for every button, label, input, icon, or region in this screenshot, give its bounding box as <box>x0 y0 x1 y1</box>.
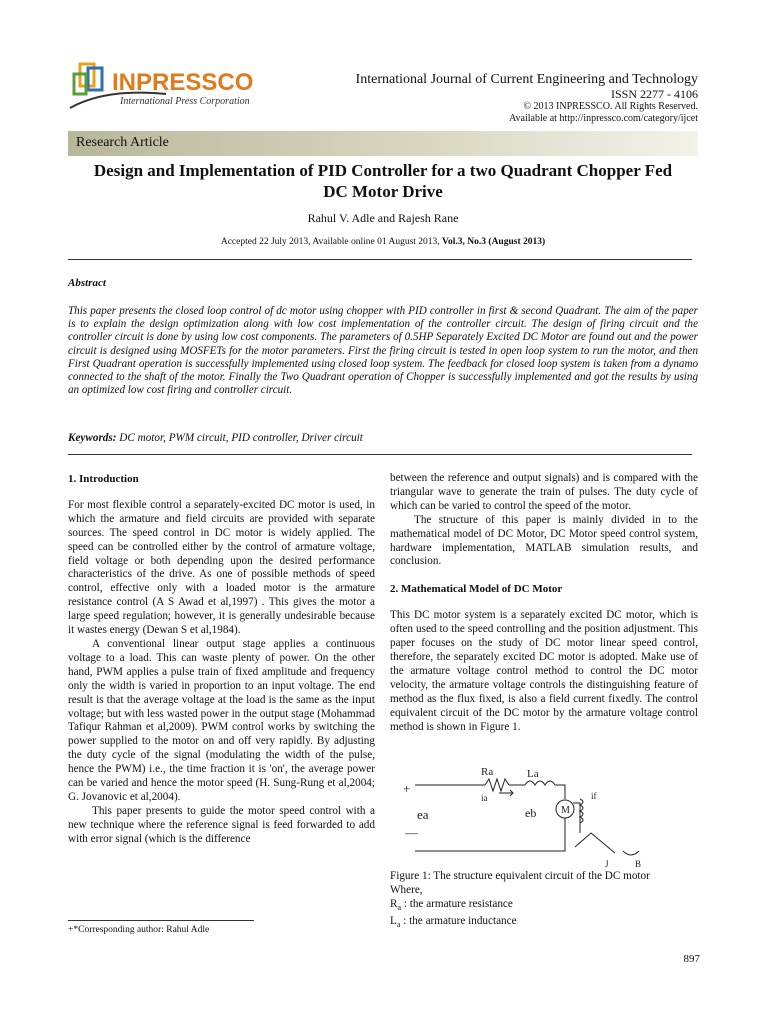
journal-name: International Journal of Current Engineering and Technology <box>355 72 698 87</box>
label-b: B <box>635 859 642 869</box>
label-m: M <box>561 805 570 816</box>
logo-subtitle: International Press Corporation <box>120 96 250 107</box>
def-subscript: a <box>397 903 402 913</box>
logo-text: INPRESSCO <box>112 69 254 96</box>
label-eb: eb <box>525 806 537 820</box>
abstract-text: This paper presents the closed loop control of dc motor using chopper with PID controller in first & second Quadrant. The aim of the paper is to explain the design optimization along with low cost implementation of the controller circuit. The design of firing circuit and the controller circuit is done by using low cost components. The parameters of 0.5HP Separately Excited DC Motor are found out and the power circuit is designed using MOSFETs for the motor parameters. First the firing circuit is tested in open loop system to run the motor, and then First Quadrant operation is successfully implemented using closed loop system. The feedback for closed loop system is taken from a dynamo connected to the shaft of the motor. Finally the Two Quadrant operation of Chopper is successfully implemented and got the results by using an optimized low cost firing and controller circuit. <box>68 305 698 397</box>
definition-la <box>390 915 698 932</box>
accepted-line <box>68 237 698 247</box>
volume: Vol.3, No.3 (August 2013) <box>442 237 546 247</box>
paragraph: A conventional linear output stage applies a continuous voltage to a load. This can waste plenty of power. On the other hand, PWM applies a pulse train of fixed amplitude and frequency only the width is varied in proportion to an input voltage. The end result is that the average voltage at the load is the same as the input voltage; but with less wasted power in the output stage (Mohammad Tafiqur Rahman et al,2009). PWM control works by switching the power supplied to the motor on and off very rapidly. By adjusting the duty cycle of the signal (modulating the width of the pulse, hence the PWM) i.e., the time fraction it is 'on', the average power can be varied and hence the motor speed (H. Sung-Rung et al,2004; G. Jovanovic et al,2004). <box>68 637 375 803</box>
footnote: +*Corresponding author: Rahul Adle <box>68 925 210 935</box>
column-left <box>68 473 375 847</box>
label-j: J <box>605 859 609 869</box>
def-text: : the armature resistance <box>401 897 513 910</box>
section-heading: 2. Mathematical Model of DC Motor <box>390 583 563 596</box>
title-line-1: Design and Implementation of PID Controller for a two Quadrant Chopper Fed <box>93 161 673 180</box>
definition-ra <box>390 898 698 915</box>
divider <box>68 454 692 455</box>
paragraph: between the reference and output signals) and is compared with the triangular wave to generate the train of pulses. The duty cycle of which can be varied to control the speed of the motor. <box>390 472 698 512</box>
inpressco-logo <box>66 58 286 122</box>
paragraph: This paper presents to guide the motor speed control with a new technique where the reference signal is feed forwarded to add with error signal (which is the difference <box>68 804 375 845</box>
paragraph: For most flexible control a separately-excited DC motor is used, in which the armature and field circuits are provided with separate sources. The speed control in DC motor is widely applied. The speed can be controlled either by the control of armature voltage, field voltage or both depending upon the desired performance characteristics of the drive. As one of possible methods of speed control, effective only with a loaded motor is the armature resistance control (A S Awad et al,1997) . This gives the motor a large speed regulation; however, it is generally undesirable because it wastes energy (Dewan S et al,1984). <box>68 498 375 637</box>
def-text: : the armature inductance <box>400 914 517 927</box>
def-symbol: R <box>390 897 398 910</box>
label-plus: + <box>403 781 411 796</box>
article-type: Research Article <box>76 135 169 150</box>
label-if: if <box>591 791 597 801</box>
title-line-2: DC Motor Drive <box>323 182 443 201</box>
journal-header <box>356 72 698 125</box>
available-url[interactable]: Available at http://inpressco.com/category/ijcet <box>509 113 698 124</box>
label-ra: Ra <box>481 766 494 778</box>
label-la: La <box>527 768 539 780</box>
where-text: Where, <box>390 883 423 896</box>
label-ea: ea <box>417 807 429 822</box>
section-heading: 1. Introduction <box>68 473 139 485</box>
footnote-rule <box>68 920 254 921</box>
paper-title <box>68 160 698 202</box>
paragraph: The structure of this paper is mainly divided in to the mathematical model of DC Motor, DC Motor speed control system, hardware implementation, MATLAB simulation results, and conclusion. <box>390 513 698 568</box>
accepted-text: Accepted 22 July 2013, Available online 01 August 2013, <box>220 237 443 247</box>
figure-caption-block <box>390 870 698 932</box>
divider <box>68 259 692 260</box>
keywords-list: DC motor, PWM circuit, PID controller, Driver circuit <box>116 432 363 444</box>
keywords-label: Keywords: <box>68 432 117 444</box>
article-type-ribbon <box>68 131 698 156</box>
copyright: © 2013 INPRESSCO. All Rights Reserved. <box>523 101 698 112</box>
paragraph: This DC motor system is a separately excited DC motor, which is often used to the speed controlling and the position adjustment. This paper focuses on the study of DC motor linear speed control, therefore, the separately excited DC motor is adopted. Make use of the armature voltage control method to control the DC motor velocity, the armature voltage controls the distinguishing feature of method as the flux fixed, is also a field current fixedly. The control equivalent circuit of the DC motor by the armature voltage control method is shown in Figure 1. <box>390 609 698 733</box>
authors: Rahul V. Adle and Rajesh Rane <box>307 211 459 225</box>
def-subscript: a <box>396 920 401 930</box>
label-minus: — <box>405 825 418 840</box>
keywords <box>68 432 698 444</box>
figure-caption: Figure 1: The structure equivalent circuit of the DC motor <box>390 870 650 882</box>
page-number: 897 <box>683 953 700 965</box>
issn: ISSN 2277 - 4106 <box>610 87 698 101</box>
label-ia: ia <box>481 793 488 803</box>
abstract-heading: Abstract <box>68 277 106 289</box>
dc-motor-circuit-figure <box>395 763 695 871</box>
column-right <box>390 472 698 734</box>
def-symbol: L <box>390 914 397 927</box>
